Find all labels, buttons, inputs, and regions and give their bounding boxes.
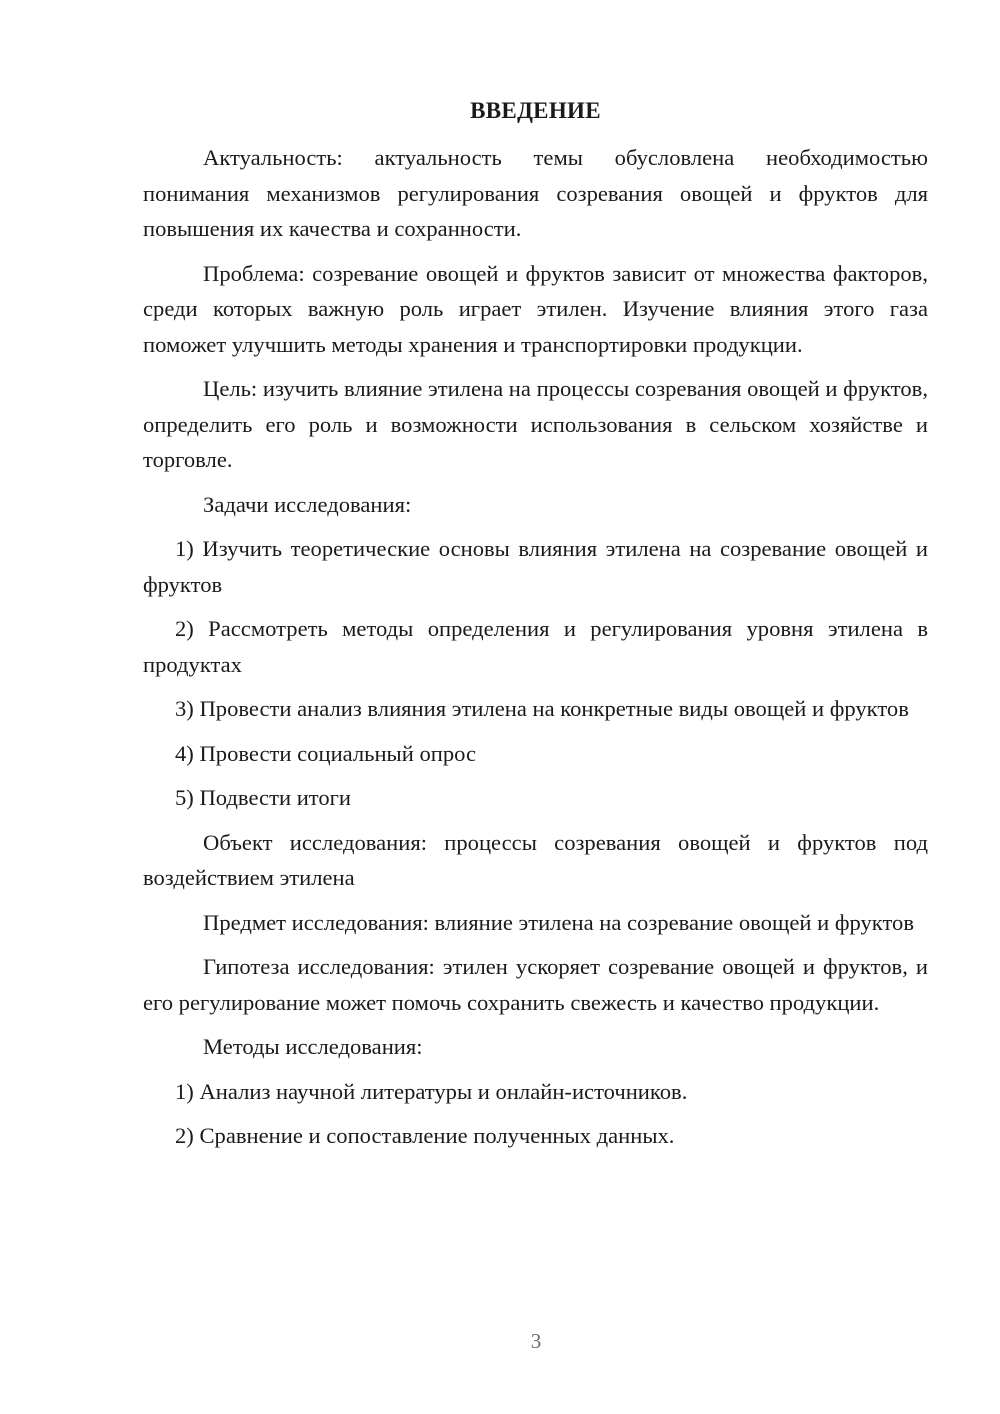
method-item-1: 1) Анализ научной литературы и онлайн-источников. bbox=[175, 1078, 688, 1104]
task-item-5: 5) Подвести итоги bbox=[175, 785, 352, 810]
paragraph-object: Объект исследования: процессы созревания овощей и фруктов под воздействием этилена bbox=[143, 829, 928, 890]
task-item-3: 3) Провести анализ влияния этилена на конкретные виды овощей и фруктов bbox=[175, 696, 909, 721]
task-item-2: 2) Рассмотреть методы определения и регулирования уровня этилена в продуктах bbox=[143, 616, 928, 677]
paragraph-hypothesis: Гипотеза исследования: этилен ускоряет созревание овощей и фруктов, и его регулирование может помочь сохранить свежесть и качество продукции. bbox=[143, 954, 928, 1015]
method-item-2: 2) Сравнение и сопоставление полученных данных. bbox=[175, 1123, 675, 1148]
tasks-heading: Задачи исследования: bbox=[203, 491, 412, 517]
paragraph-relevance: Актуальность: актуальность темы обусловлена необходимостью понимания механизмов регулирования созревания овощей и фруктов для повышения их качества и сохранности. bbox=[143, 145, 928, 241]
section-title: ВВЕДЕНИЕ bbox=[470, 98, 601, 123]
paragraph-goal: Цель: изучить влияние этилена на процессы созревания овощей и фруктов, определить его роль и возможности использования в сельском хозяйстве и торговле. bbox=[143, 376, 928, 472]
paragraph-problem: Проблема: созревание овощей и фруктов зависит от множества факторов, среди которых важную роль играет этилен. Изучение влияния этого газа поможет улучшить методы хранения и транспортировки продукции. bbox=[143, 260, 928, 357]
document-page bbox=[143, 94, 928, 1163]
paragraph-subject: Предмет исследования: влияние этилена на созревание овощей и фруктов bbox=[203, 909, 915, 935]
task-item-4: 4) Провести социальный опрос bbox=[175, 740, 477, 766]
methods-heading: Методы исследования: bbox=[203, 1034, 423, 1059]
page-number: 3 bbox=[530, 1329, 542, 1353]
task-item-1: 1) Изучить теоретические основы влияния этилена на созревание овощей и фруктов bbox=[143, 536, 928, 597]
